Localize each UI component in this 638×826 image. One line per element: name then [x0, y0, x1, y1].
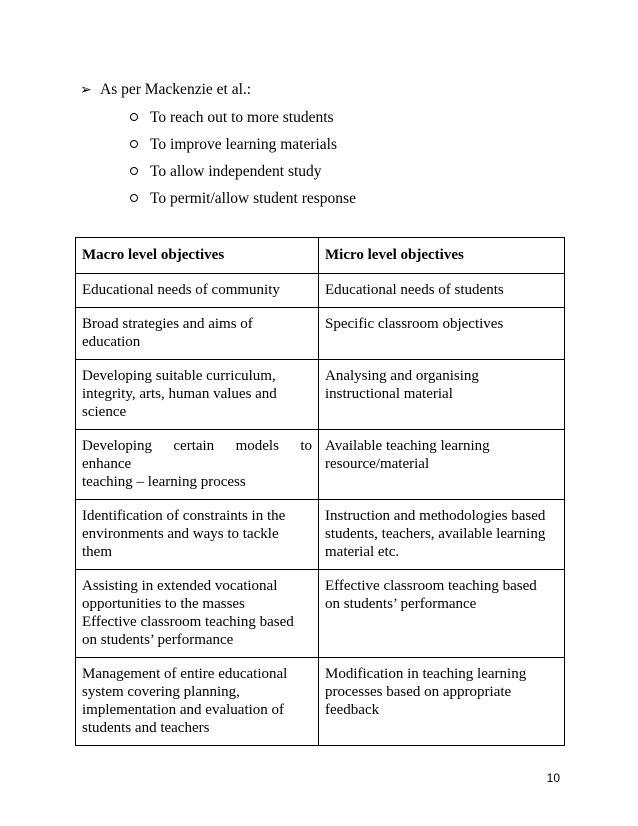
list-item-text: To reach out to more students — [150, 109, 334, 126]
table-row — [76, 500, 565, 570]
list-item-text: To allow independent study — [150, 163, 322, 180]
table-row — [76, 570, 565, 658]
cell-line: students, teachers, available learning — [325, 526, 546, 542]
list-item — [130, 131, 356, 158]
table-row — [76, 658, 565, 746]
cell-line: Assisting in extended vocational — [82, 578, 278, 594]
list-item — [130, 158, 356, 185]
cell-line: Broad strategies and aims of — [82, 316, 253, 332]
macro-cell — [76, 570, 319, 658]
list-item-text: To permit/allow student response — [150, 190, 356, 207]
macro-cell — [76, 430, 319, 500]
cell-line: teaching – learning process — [82, 474, 246, 490]
hollow-circle-bullet-icon — [130, 167, 138, 175]
cell-line: students and teachers — [82, 720, 210, 736]
macro-cell — [76, 658, 319, 746]
list-item — [130, 104, 356, 131]
cell-line: system covering planning, — [82, 684, 240, 700]
objectives-table — [75, 237, 565, 746]
table-row — [76, 308, 565, 360]
cell-line: Management of entire educational — [82, 666, 288, 682]
cell-line: Specific classroom objectives — [325, 316, 504, 332]
mackenzie-heading: As per Mackenzie et al.: — [100, 81, 252, 98]
micro-cell — [319, 360, 565, 430]
cell-line: Developing suitable curriculum, — [82, 368, 276, 384]
cell-line: Identification of constraints in the — [82, 508, 286, 524]
cell-line: resource/material — [325, 456, 430, 472]
cell-line: Available teaching learning — [325, 438, 490, 454]
hollow-circle-bullet-icon — [130, 113, 138, 121]
table-row — [76, 274, 565, 308]
cell-line: education — [82, 334, 141, 350]
macro-header: Macro level objectives — [76, 238, 319, 274]
cell-line: on students’ performance — [82, 632, 234, 648]
macro-cell — [76, 360, 319, 430]
micro-cell — [319, 430, 565, 500]
page-number: 10 — [546, 771, 560, 785]
cell-line: material etc. — [325, 544, 400, 560]
table-row — [76, 430, 565, 500]
cell-line: feedback — [325, 702, 380, 718]
cell-line: Effective classroom teaching based — [82, 614, 294, 630]
table-header-row — [76, 238, 565, 274]
macro-cell — [76, 500, 319, 570]
micro-cell — [319, 500, 565, 570]
macro-cell — [76, 308, 319, 360]
cell-line: Modification in teaching learning — [325, 666, 527, 682]
cell-line: Instruction and methodologies based — [325, 508, 546, 524]
cell-line: processes based on appropriate — [325, 684, 512, 700]
cell-line: on students’ performance — [325, 596, 477, 612]
objective-sublist — [130, 104, 356, 212]
cell-line-justified: Developing certain models to — [82, 438, 312, 454]
list-item — [130, 185, 356, 212]
mackenzie-heading-line — [80, 76, 356, 104]
micro-cell — [319, 658, 565, 746]
cell-line: them — [82, 544, 112, 560]
list-item-text: To improve learning materials — [150, 136, 338, 153]
cell-line: Educational needs of students — [325, 282, 504, 298]
table-row — [76, 360, 565, 430]
hollow-circle-bullet-icon — [130, 194, 138, 202]
cell-line: Educational needs of community — [82, 282, 280, 298]
micro-cell — [319, 308, 565, 360]
cell-line: science — [82, 404, 127, 420]
mackenzie-list — [80, 76, 356, 212]
cell-line: integrity, arts, human values and — [82, 386, 277, 402]
micro-cell — [319, 274, 565, 308]
hollow-circle-bullet-icon — [130, 140, 138, 148]
micro-cell — [319, 570, 565, 658]
micro-header: Micro level objectives — [319, 238, 565, 274]
arrowhead-bullet-icon: ➢ — [80, 82, 92, 98]
cell-line: opportunities to the masses — [82, 596, 245, 612]
cell-line: Effective classroom teaching based — [325, 578, 537, 594]
cell-line: environments and ways to tackle — [82, 526, 279, 542]
macro-cell — [76, 274, 319, 308]
cell-line: Analysing and organising — [325, 368, 479, 384]
cell-line: enhance — [82, 456, 132, 472]
cell-line: instructional material — [325, 386, 453, 402]
cell-line: implementation and evaluation of — [82, 702, 285, 718]
